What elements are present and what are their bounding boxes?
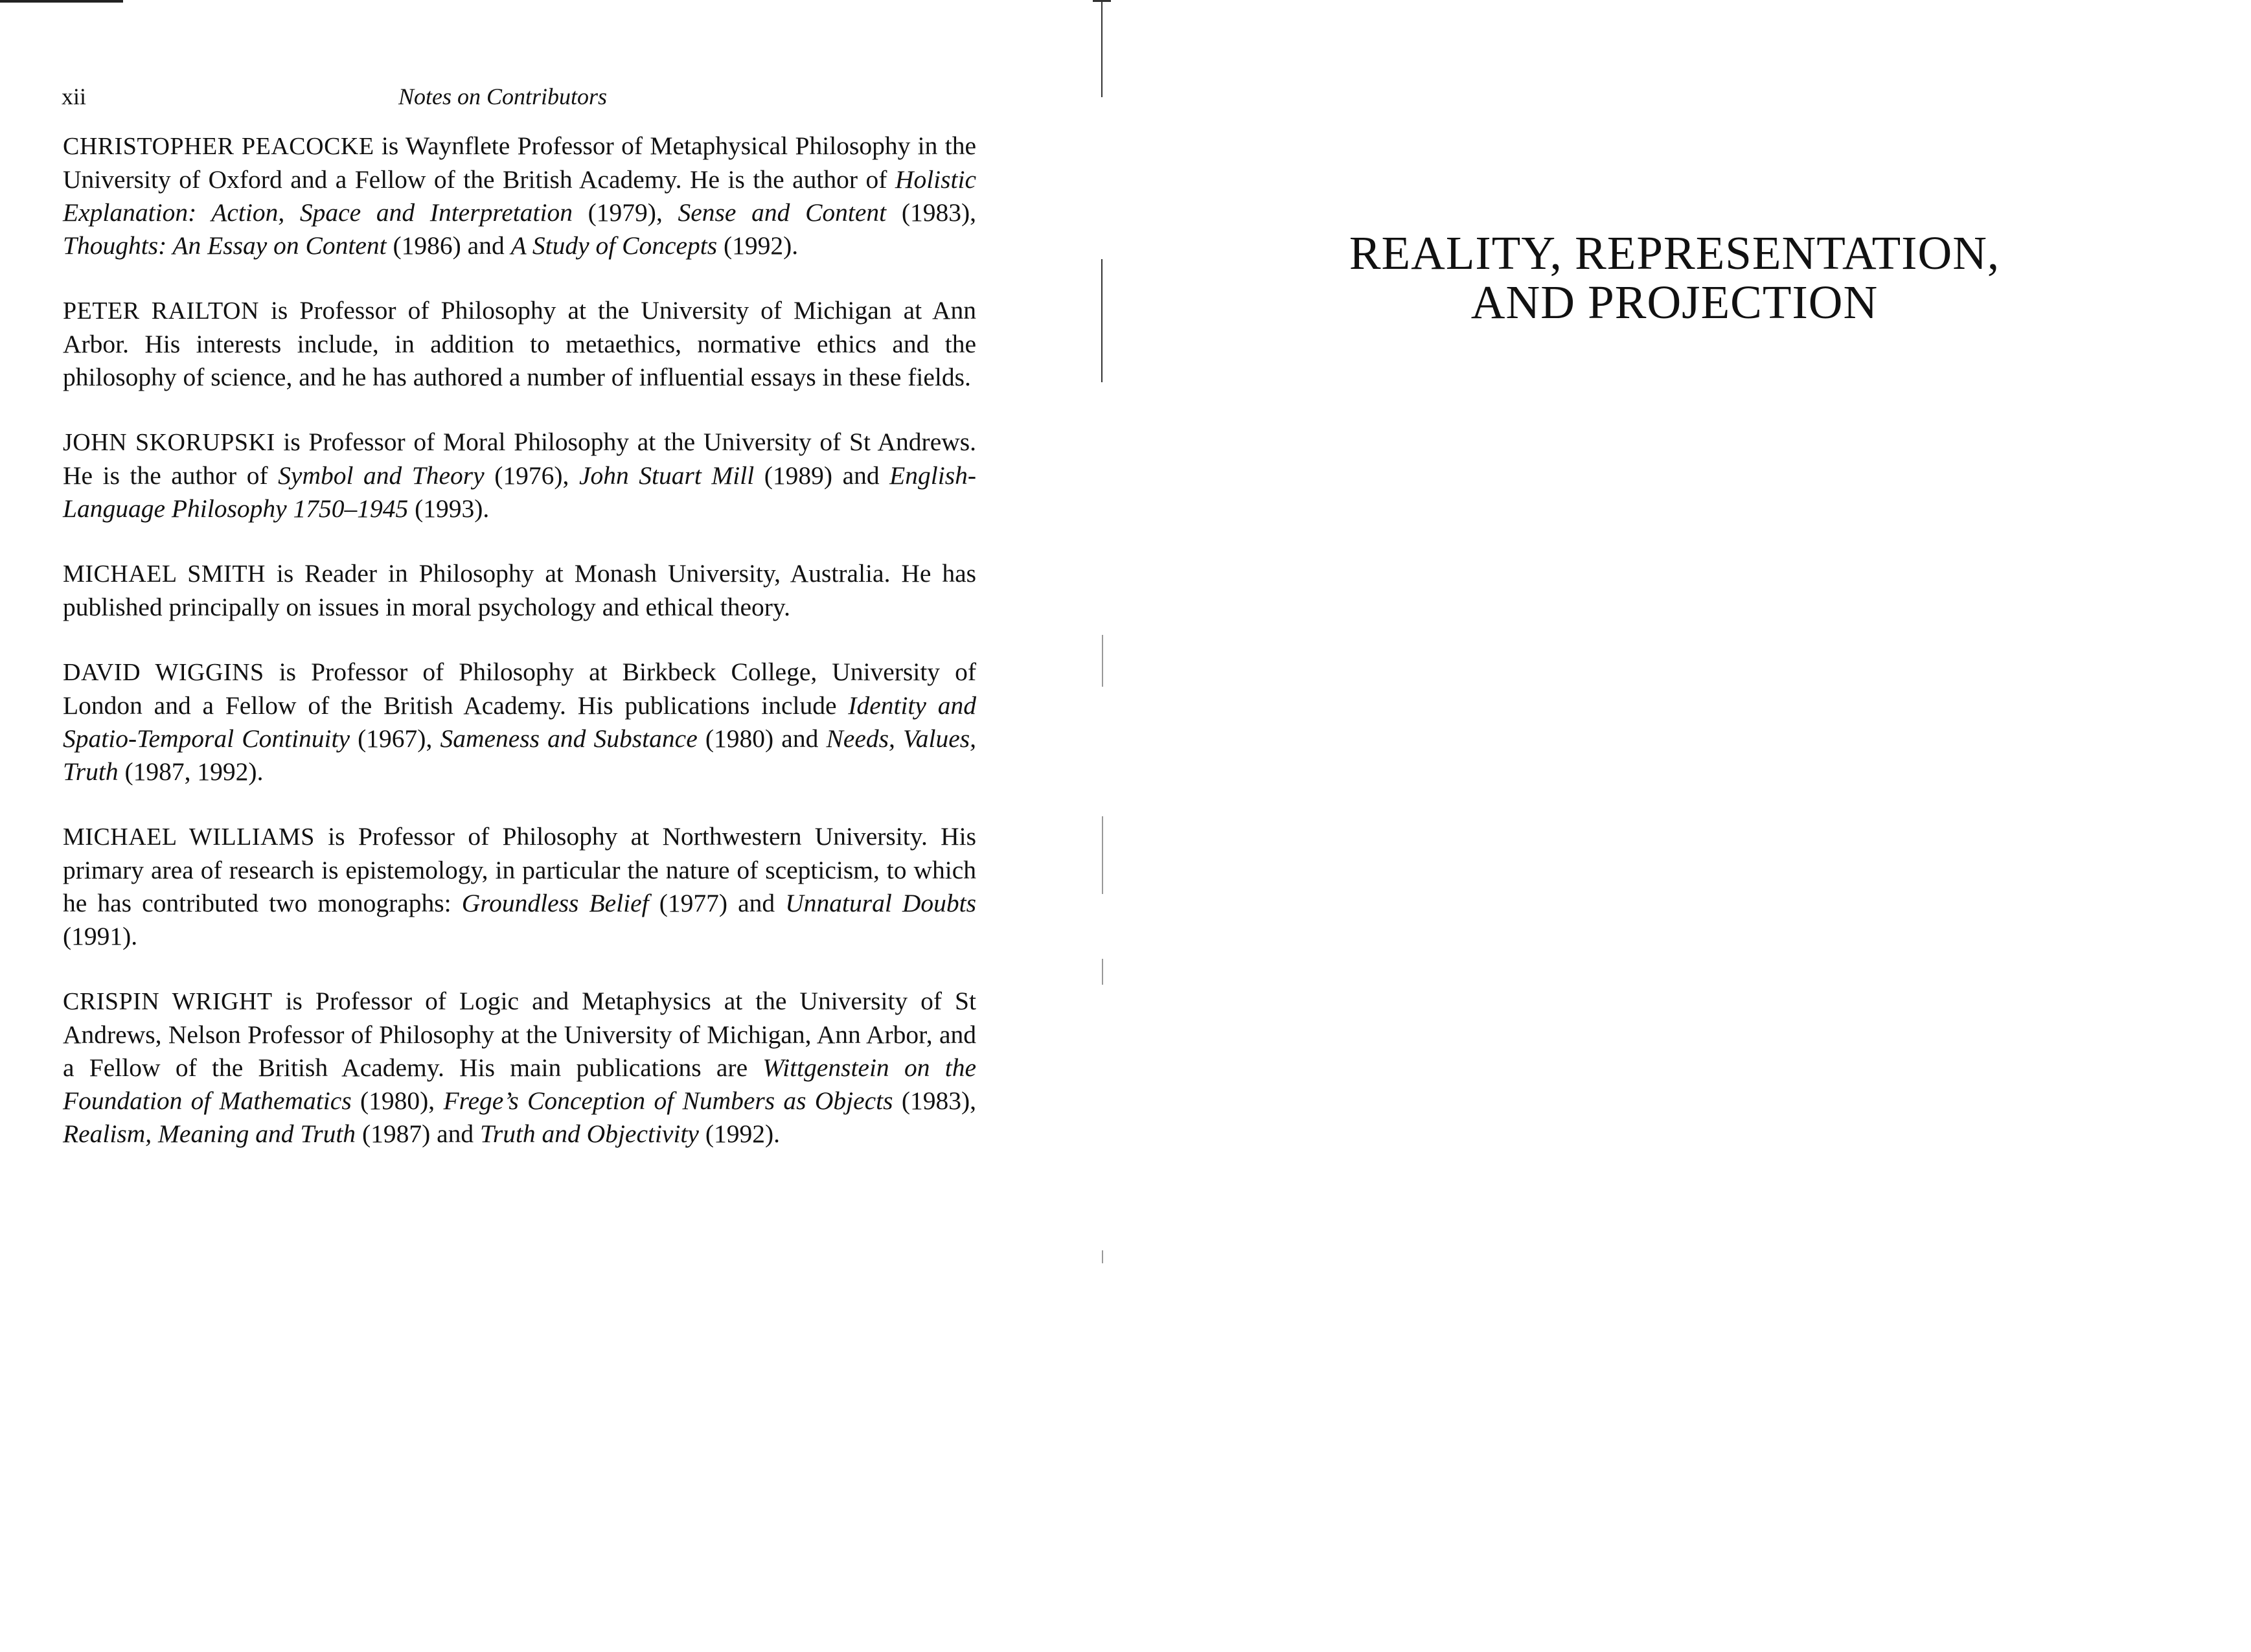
page-number: xii xyxy=(62,84,87,109)
publication-title: Frege’s Conception of Numbers as Objects xyxy=(443,1086,893,1115)
publication-title: English-Language Philosophy 1750–1945 xyxy=(63,461,977,523)
gutter-shadow xyxy=(1102,816,1103,894)
bio-text: is Professor of Philosophy at the University of Michigan at Ann Arbor. His interests include, in addition to metaethics, normative ethics and the philosophy of science, and he has authored a number of influential essays in these fields. xyxy=(63,296,976,391)
contributor-name: CHRISTOPHER PEACOCKE xyxy=(63,133,374,160)
bio-text: (1976), xyxy=(484,461,579,490)
gutter-shadow xyxy=(1102,635,1103,687)
left-page xyxy=(0,0,1101,1652)
gutter-line-top xyxy=(1101,0,1103,97)
bio-text: (1986) and xyxy=(386,231,511,260)
publication-title: Sense and Content xyxy=(678,198,887,227)
bio-text: (1980) and xyxy=(697,724,827,753)
bio-text: (1977) and xyxy=(648,889,786,917)
publication-title: Truth and Objectivity xyxy=(480,1119,699,1148)
publication-title: Unnatural Doubts xyxy=(785,889,977,917)
bio-text: is Waynflete Professor of Metaphysical Philosophy in the University of Oxford and a Fellow of the British Academy. He is the author of xyxy=(63,132,976,194)
contributor-entry xyxy=(63,820,976,953)
book-title xyxy=(1312,229,2037,327)
contributor-name: MICHAEL WILLIAMS xyxy=(63,823,315,851)
bio-text: (1967), xyxy=(350,724,440,753)
publication-title: Groundless Belief xyxy=(461,889,649,917)
publication-title: Realism, Meaning and Truth xyxy=(63,1119,356,1148)
bio-text: is Professor of Moral Philosophy at the University of St Andrews. He is the author of xyxy=(63,428,976,490)
contributor-entry xyxy=(63,985,976,1151)
contributor-entry xyxy=(63,656,976,788)
bio-text: (1992). xyxy=(698,1119,781,1148)
contributor-name: PETER RAILTON xyxy=(63,297,259,325)
contributor-list xyxy=(63,130,976,1182)
bio-text: (1983), xyxy=(886,198,977,227)
contributor-entry xyxy=(63,130,976,262)
publication-title: Sameness and Substance xyxy=(440,724,698,753)
right-page xyxy=(1111,0,2251,1652)
contributor-entry xyxy=(63,294,976,394)
bio-text: (1991). xyxy=(63,922,138,950)
contributor-name: DAVID WIGGINS xyxy=(63,659,264,686)
bio-text: is Professor of Logic and Metaphysics at the University of St Andrews, Nelson Professor of Philosophy at the University of Michigan, Ann Arbor, and a Fellow of the British Academy. His main publications are xyxy=(63,987,976,1082)
publication-title: Thoughts: An Essay on Content xyxy=(63,231,387,260)
contributor-name: CRISPIN WRIGHT xyxy=(63,988,273,1015)
publication-title: A Study of Concepts xyxy=(510,231,718,260)
book-title-line-2: AND PROJECTION xyxy=(1470,276,1879,328)
gutter-line-middle xyxy=(1101,259,1103,382)
contributor-entry xyxy=(63,426,976,525)
contributor-name: JOHN SKORUPSKI xyxy=(63,429,275,456)
contributor-entry xyxy=(63,557,976,624)
bio-text: (1983), xyxy=(893,1086,976,1115)
bio-text: (1992). xyxy=(717,231,799,260)
publication-title: John Stuart Mill xyxy=(578,461,755,490)
bio-text: (1989) and xyxy=(754,461,890,490)
bio-text: (1980), xyxy=(351,1086,444,1115)
gutter-shadow xyxy=(1102,959,1103,985)
bio-text: (1987, 1992). xyxy=(118,757,264,786)
bio-text: is Professor of Philosophy at Birkbeck College, University of London and a Fellow of the British Academy. His publications include xyxy=(63,658,976,720)
publication-title: Symbol and Theory xyxy=(278,461,485,490)
publication-title: Wittgenstein on the Foundation of Mathematics xyxy=(63,1053,976,1115)
bio-text: (1979), xyxy=(572,198,678,227)
bio-text: (1993). xyxy=(408,494,490,523)
bio-text: (1987) and xyxy=(356,1119,481,1148)
running-head xyxy=(62,83,968,115)
bio-text: is Professor of Philosophy at Northwestern University. His primary area of research is epistemology, in particular the nature of scepticism, to which he has contributed two monographs: xyxy=(63,822,976,917)
gutter-shadow xyxy=(1102,1250,1103,1263)
publication-title: Holistic Explanation: Action, Space and Interpretation xyxy=(63,165,976,227)
bio-text: is Reader in Philosophy at Monash University, Australia. He has published principally on issues in moral psychology and ethical theory. xyxy=(63,559,977,621)
publication-title: Needs, Values, Truth xyxy=(63,724,977,786)
book-title-line-1: REALITY, REPRESENTATION, xyxy=(1349,227,2000,279)
contributor-name: MICHAEL SMITH xyxy=(63,560,266,588)
running-title: Notes on Contributors xyxy=(398,84,608,109)
publication-title: Identity and Spatio-Temporal Continuity xyxy=(63,691,976,753)
